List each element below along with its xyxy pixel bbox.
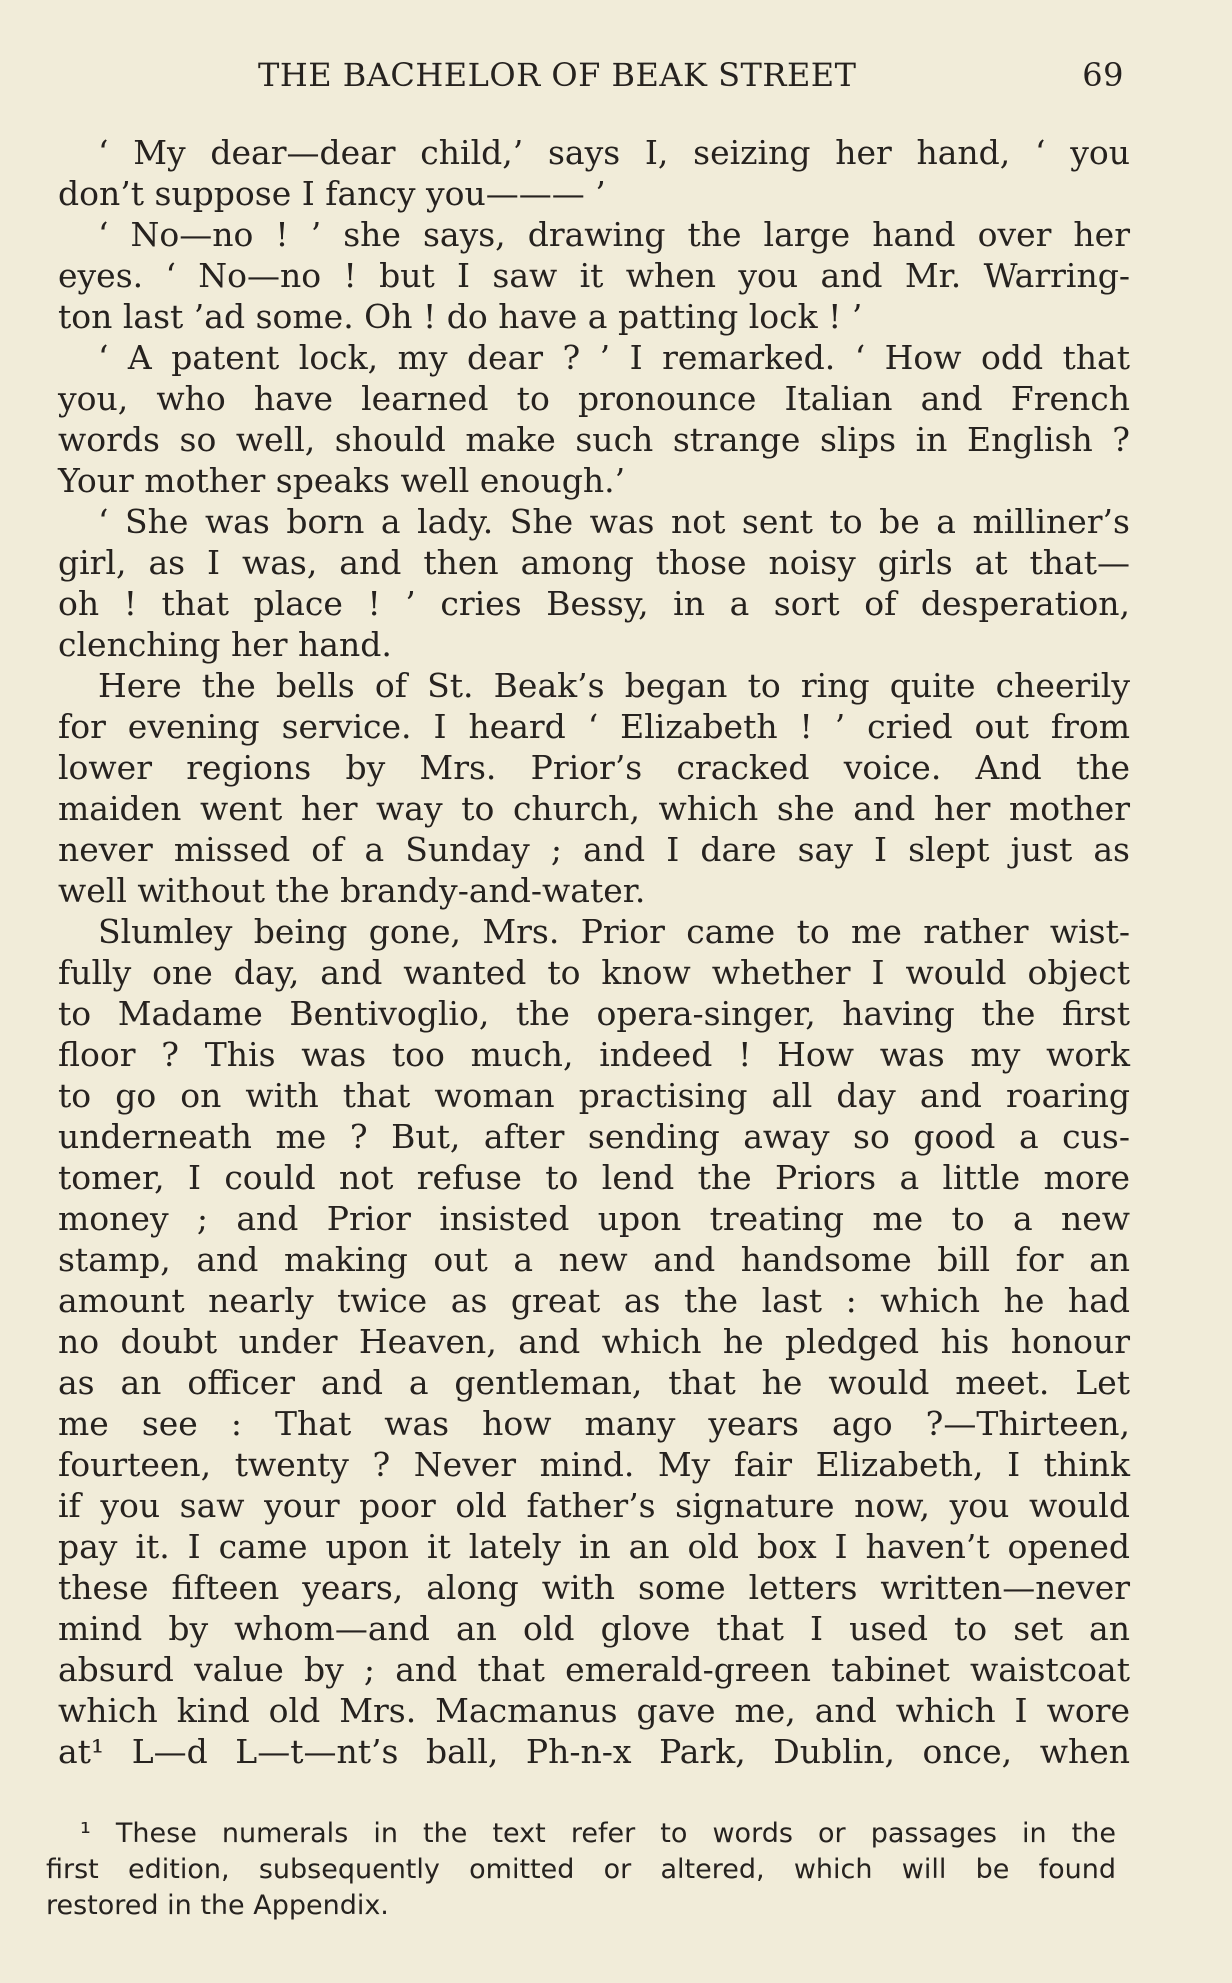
footnote-line: ¹ These numerals in the text refer to words or passages in the <box>80 1818 1116 1849</box>
text-line: ‘ No—no ! ’ she says, drawing the large hand over her <box>98 215 1130 254</box>
text-line: eyes. ‘ No—no ! but I saw it when you and Mr. Warring- <box>58 256 1130 295</box>
text-line: ‘ She was born a lady. She was not sent to be a milliner’s <box>98 502 1130 541</box>
text-line: to Madame Bentivoglio, the opera-singer, having the first <box>58 994 1130 1033</box>
footnote <box>46 1816 1116 1924</box>
text-line: if you saw your poor old father’s signature now, you would <box>58 1486 1130 1525</box>
running-title: THE BACHELOR OF BEAK STREET <box>258 56 857 94</box>
text-line: stamp, and making out a new and handsome bill for an <box>58 1240 1130 1279</box>
text-line: at¹ L—d L—t—nt’s ball, Ph-n-x Park, Dublin, once, when <box>58 1732 1130 1771</box>
text-line: money ; and Prior insisted upon treating me to a new <box>58 1199 1130 1238</box>
text-line: to go on with that woman practising all day and roaring <box>58 1076 1130 1115</box>
text-line: these fifteen years, along with some letters written—never <box>58 1568 1130 1607</box>
text-line: well without the brandy-and-water. <box>58 871 646 910</box>
text-line: tomer, I could not refuse to lend the Priors a little more <box>58 1158 1130 1197</box>
page-number: 69 <box>1082 56 1124 94</box>
text-line: Slumley being gone, Mrs. Prior came to me rather wist- <box>98 912 1130 951</box>
text-line: amount nearly twice as great as the last : which he had <box>58 1281 1130 1320</box>
text-line: for evening service. I heard ‘ Elizabeth ! ’ cried out from <box>58 707 1130 746</box>
text-line: clenching her hand. <box>58 625 392 664</box>
text-line: words so well, should make such strange slips in English ? <box>58 420 1130 459</box>
text-line: ton last ’ad some. Oh ! do have a patting lock ! ’ <box>58 297 863 336</box>
footnote-line: restored in the Appendix. <box>46 1890 389 1921</box>
text-line: pay it. I came upon it lately in an old box I haven’t opened <box>58 1527 1130 1566</box>
text-line: you, who have learned to pronounce Italian and French <box>58 379 1130 418</box>
body-text <box>58 132 1130 1772</box>
text-line: never missed of a Sunday ; and I dare say I slept just as <box>58 830 1130 869</box>
text-line: mind by whom—and an old glove that I used to set an <box>58 1609 1130 1648</box>
text-line: girl, as I was, and then among those noisy girls at that— <box>58 543 1130 582</box>
text-line: fully one day, and wanted to know whether I would object <box>58 953 1130 992</box>
text-line: which kind old Mrs. Macmanus gave me, and which I wore <box>58 1691 1130 1730</box>
text-line: as an officer and a gentleman, that he would meet. Let <box>58 1363 1130 1402</box>
text-line: fourteen, twenty ? Never mind. My fair Elizabeth, I think <box>58 1445 1130 1484</box>
text-line: ‘ My dear—dear child,’ says I, seizing her hand, ‘ you <box>98 133 1130 172</box>
text-line: Your mother speaks well enough.’ <box>58 461 626 500</box>
text-line: lower regions by Mrs. Prior’s cracked voice. And the <box>58 748 1130 787</box>
footnote-line: first edition, subsequently omitted or altered, which will be found <box>46 1854 1116 1885</box>
running-head <box>258 56 1124 100</box>
text-line: oh ! that place ! ’ cries Bessy, in a sort of desperation, <box>58 584 1130 623</box>
text-line: no doubt under Heaven, and which he pledged his honour <box>58 1322 1130 1361</box>
text-line: me see : That was how many years ago ?—Thirteen, <box>58 1404 1130 1443</box>
text-line: floor ? This was too much, indeed ! How was my work <box>58 1035 1130 1074</box>
text-line: maiden went her way to church, which she and her mother <box>58 789 1130 828</box>
text-line: don’t suppose I fancy you——— ’ <box>58 174 606 213</box>
text-line: Here the bells of St. Beak’s began to ring quite cheerily <box>98 666 1130 705</box>
text-line: ‘ A patent lock, my dear ? ’ I remarked. ‘ How odd that <box>98 338 1130 377</box>
text-line: absurd value by ; and that emerald-green tabinet waistcoat <box>58 1650 1130 1689</box>
text-line: underneath me ? But, after sending away so good a cus- <box>58 1117 1130 1156</box>
